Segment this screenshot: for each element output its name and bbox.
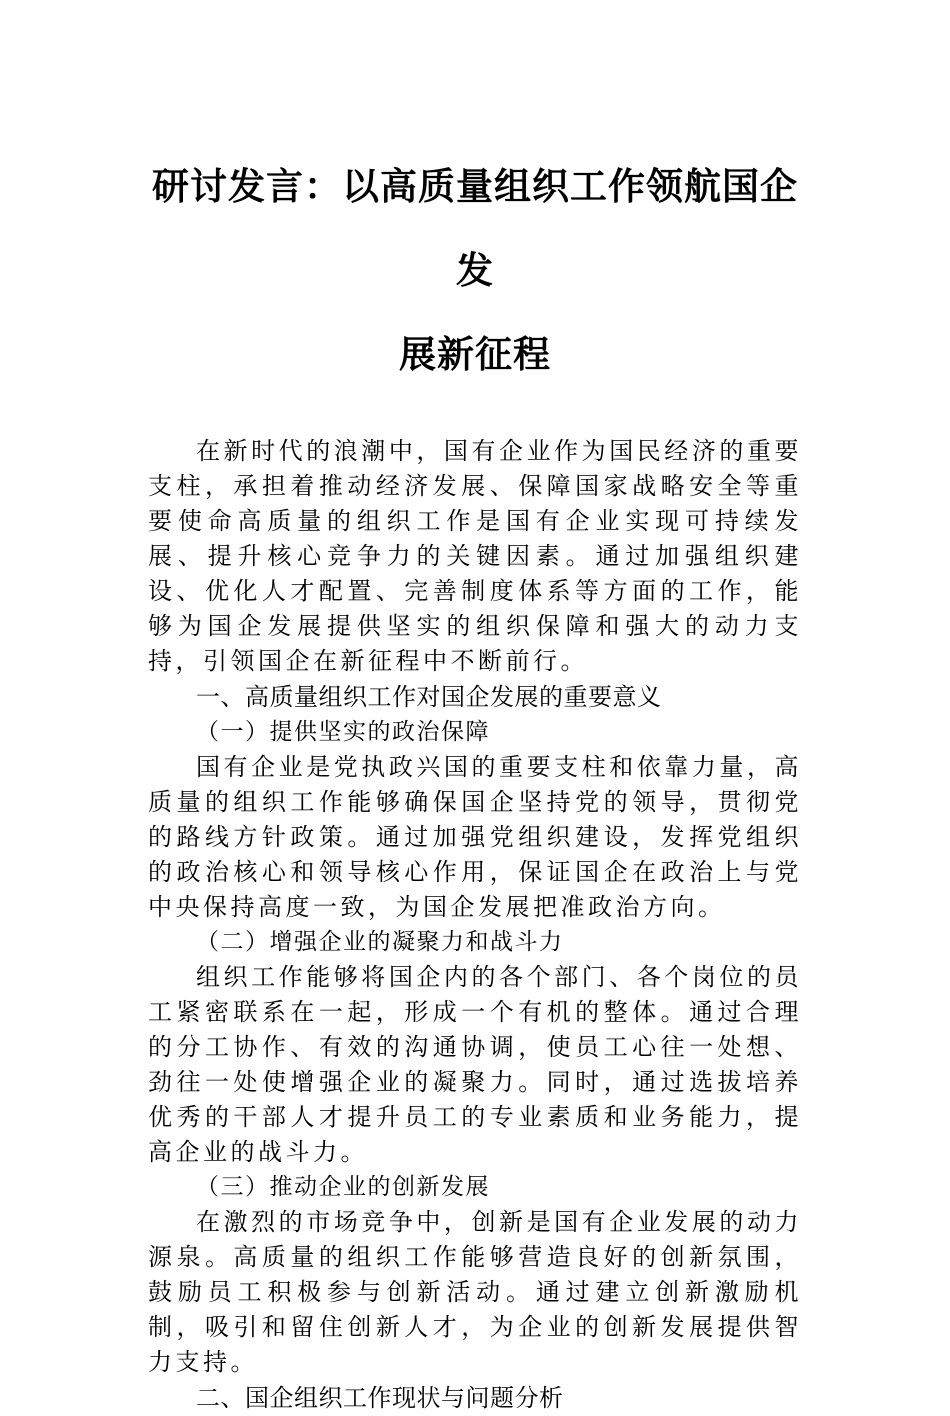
intro-paragraph: 在新时代的浪潮中，国有企业作为国民经济的重要支柱，承担着推动经济发展、保障国家战略安全等重要使命高质量的组织工作是国有企业实现可持续发展、提升核心竞争力的关键因素。通过加强组织建设、优化人才配置、完善制度体系等方面的工作，能够为国企发展提供坚实的组织保障和强大的动力支持，引领国企在新征程中不断前行。 bbox=[148, 437, 802, 675]
document-title bbox=[148, 144, 802, 396]
subsection-2-paragraph: 组织工作能够将国企内的各个部门、各个岗位的员工紧密联系在一起，形成一个有机的整体。通过合理的分工协作、有效的沟通协调，使员工心往一处想、劲往一处使增强企业的凝聚力。同时，通过选拔培养优秀的干部人才提升员工的专业素质和业务能力，提高企业的战斗力。 bbox=[148, 963, 802, 1166]
subsection-1-paragraph: 国有企业是党执政兴国的重要支柱和依靠力量，高质量的组织工作能够确保国企坚持党的领导，贯彻党的路线方针政策。通过加强党组织建设，发挥党组织的政治核心和领导核心作用，保证国企在政治上与党中央保持高度一致，为国企发展把准政治方向。 bbox=[148, 753, 802, 921]
section-1-heading: 一、高质量组织工作对国企发展的重要意义 bbox=[196, 683, 662, 711]
subsection-1-heading: （一）提供坚实的政治保障 bbox=[196, 719, 490, 745]
title-line-1: 研讨发言：以高质量组织工作领航国企发 bbox=[152, 164, 798, 292]
subsection-3-heading: （三）推动企业的创新发展 bbox=[196, 1174, 490, 1200]
document-body bbox=[148, 434, 802, 1416]
title-line-2: 展新征程 bbox=[399, 332, 551, 376]
subsection-2-heading: （二）增强企业的凝聚力和战斗力 bbox=[196, 929, 564, 955]
subsection-3-paragraph: 在激烈的市场竞争中，创新是国有企业发展的动力源泉。高质量的组织工作能够营造良好的创新氛围，鼓励员工积极参与创新活动。通过建立创新激励机制，吸引和留住创新人才，为企业的创新发展提供智力支持。 bbox=[148, 1208, 802, 1376]
section-2-heading: 二、国企组织工作现状与问题分析 bbox=[196, 1384, 564, 1412]
